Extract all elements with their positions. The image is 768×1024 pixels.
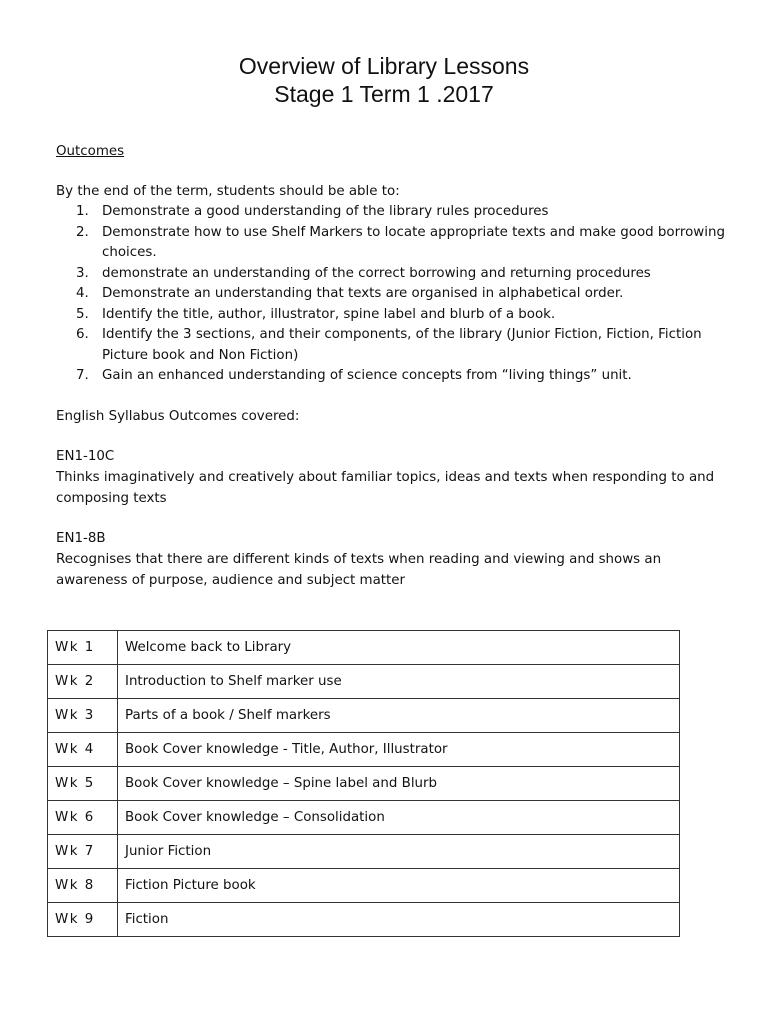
outcome-item — [56, 223, 726, 264]
outcomes-intro: By the end of the term, students should be able to: — [56, 184, 400, 199]
syllabus-heading: English Syllabus Outcomes covered: — [56, 409, 300, 424]
outcome-text: Identify the title, author, illustrator, spine label and blurb of a book. — [102, 306, 556, 322]
outcome-text: Gain an enhanced understanding of science concepts from “living things” unit. — [102, 368, 632, 383]
syllabus-code: EN1-8B — [56, 531, 106, 546]
topic-cell: Junior Fiction — [118, 835, 680, 869]
topic-cell: Book Cover knowledge – Consolidation — [118, 801, 680, 835]
topic-cell: Fiction — [118, 903, 680, 937]
week-cell: Wk 5 — [48, 767, 118, 801]
outcomes-list — [56, 202, 726, 387]
topic-cell: Welcome back to Library — [118, 631, 680, 665]
outcome-number: 2. — [76, 224, 89, 240]
week-cell: Wk 2 — [48, 665, 118, 699]
table-row — [48, 665, 680, 699]
topic-cell: Introduction to Shelf marker use — [118, 665, 680, 699]
outcome-item — [56, 202, 726, 223]
syllabus-code: EN1-10C — [56, 449, 115, 464]
topic-cell: Book Cover knowledge - Title, Author, Illustrator — [118, 733, 680, 767]
week-cell: Wk 8 — [48, 869, 118, 903]
table-row — [48, 699, 680, 733]
outcome-number: 6. — [76, 327, 89, 342]
week-cell: Wk 7 — [48, 835, 118, 869]
table-row — [48, 631, 680, 665]
lessons-table — [47, 630, 680, 937]
table-row — [48, 869, 680, 903]
table-row — [48, 903, 680, 937]
table-row — [48, 835, 680, 869]
syllabus-description: Thinks imaginatively and creatively about familiar topics, ideas and texts when responding to and composing texts — [56, 470, 715, 506]
outcome-item — [56, 325, 726, 366]
topic-cell: Fiction Picture book — [118, 869, 680, 903]
document-subtitle: Stage 1 Term 1 .2017 — [274, 81, 494, 107]
outcome-number: 7. — [76, 368, 89, 383]
syllabus-description: Recognises that there are different kinds of texts when reading and viewing and shows an awareness of purpose, audience and subject matter — [56, 552, 662, 588]
document-title: Overview of Library Lessons — [238, 53, 530, 79]
outcome-number: 1. — [76, 204, 89, 219]
outcome-text: Identify the 3 sections, and their components, of the library (Junior Fiction, Fiction, Fiction Picture book and Non Fiction) — [102, 327, 702, 363]
table-row — [48, 767, 680, 801]
outcome-text: Demonstrate how to use Shelf Markers to locate appropriate texts and make good borrowing choices. — [102, 224, 725, 260]
table-row — [48, 733, 680, 767]
outcome-number: 5. — [76, 306, 89, 322]
week-cell: Wk 3 — [48, 699, 118, 733]
outcome-text: demonstrate an understanding of the correct borrowing and returning procedures — [102, 265, 651, 281]
table-row — [48, 801, 680, 835]
outcome-text: Demonstrate a good understanding of the library rules procedures — [102, 204, 549, 219]
outcome-item — [56, 305, 726, 326]
outcome-number: 3. — [76, 265, 89, 281]
outcomes-heading: Outcomes — [56, 144, 125, 159]
week-cell: Wk 9 — [48, 903, 118, 937]
outcome-number: 4. — [76, 286, 89, 301]
week-cell: Wk 1 — [48, 631, 118, 665]
outcome-item — [56, 284, 726, 305]
outcome-item — [56, 366, 726, 387]
outcome-item — [56, 264, 726, 285]
week-cell: Wk 4 — [48, 733, 118, 767]
topic-cell: Book Cover knowledge – Spine label and Blurb — [118, 767, 680, 801]
topic-cell: Parts of a book / Shelf markers — [118, 699, 680, 733]
week-cell: Wk 6 — [48, 801, 118, 835]
outcome-text: Demonstrate an understanding that texts are organised in alphabetical order. — [102, 286, 624, 301]
